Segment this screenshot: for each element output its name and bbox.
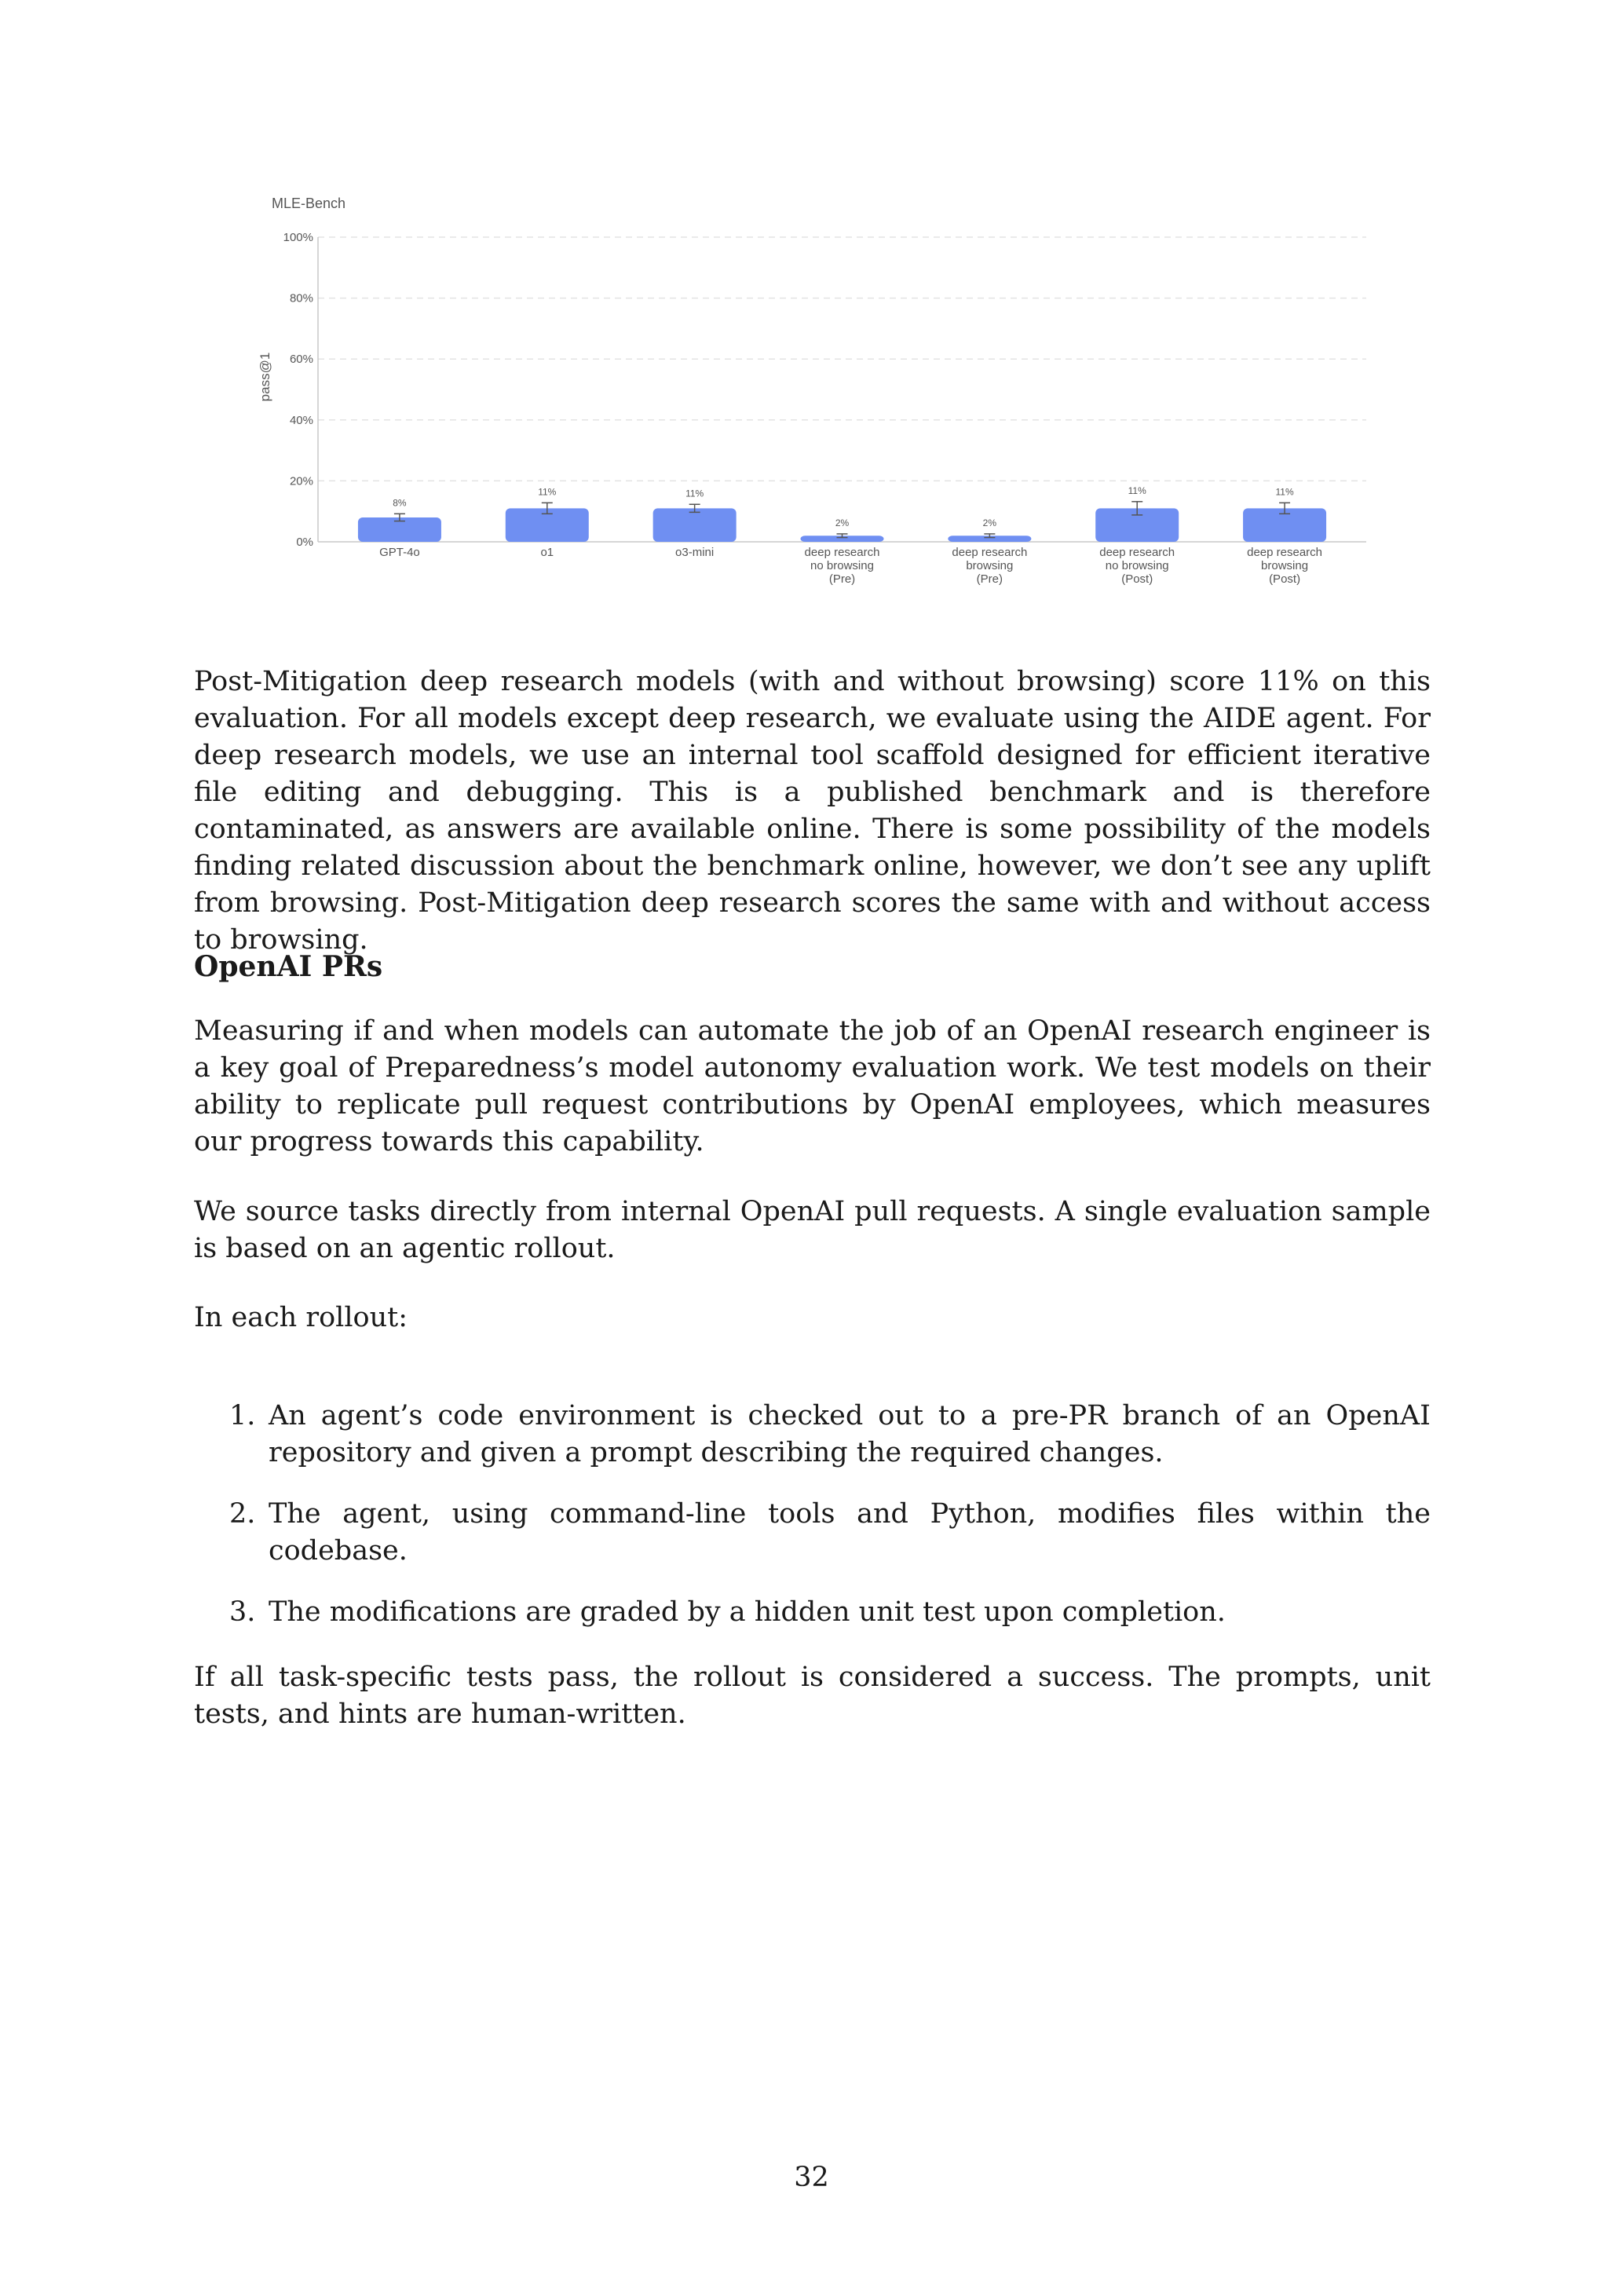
list-item-number: 3. — [229, 1596, 256, 1628]
paragraph-source — [194, 1194, 1431, 1267]
category-labels — [379, 546, 1322, 586]
x-tick-label: (Post) — [1269, 572, 1301, 586]
y-tick-label: 40% — [289, 413, 313, 427]
y-tick-label: 80% — [289, 291, 313, 305]
section-title-openai-prs: OpenAI PRs — [194, 950, 383, 983]
x-tick-label: (Pre) — [976, 572, 1003, 586]
data-label: 11% — [538, 486, 557, 498]
x-tick-label: no browsing — [1105, 559, 1169, 572]
chart-title: MLE-Bench — [272, 196, 346, 211]
y-axis-label: pass@1 — [258, 352, 272, 402]
paragraph-results — [194, 664, 1431, 959]
paragraph-results-text: Post-Mitigation deep research models (with and without browsing) score 11% on this evaluation. For all models except deep research, we evaluate using the AIDE agent. For deep research models, we use an internal tool scaffold designed for efficient iterative file editing and debugging. This is a published benchmark and is therefore contaminated, as answers are available online. There is some possibility of the models finding related discussion about the benchmark online, however, we don’t see any uplift from browsing. Post-Mitigation deep research scores the same with and without access to browsing. — [194, 666, 1431, 956]
x-tick-label: deep research — [1247, 546, 1323, 559]
y-tick-label: 20% — [289, 474, 313, 488]
data-label: 11% — [685, 488, 704, 499]
rollout-steps-list — [194, 1398, 1431, 1655]
list-item-number: 1. — [229, 1400, 256, 1431]
paragraph-rollout-lead — [194, 1300, 1431, 1336]
x-tick-label: deep research — [1099, 546, 1175, 559]
paragraph-success-criteria — [194, 1659, 1431, 1733]
y-tick-label: 0% — [296, 536, 313, 549]
list-item — [194, 1594, 1431, 1631]
bars — [358, 485, 1326, 542]
data-label: 8% — [393, 497, 407, 509]
list-item-text: The agent, using command-line tools and Python, modifies files within the codebase. — [269, 1498, 1431, 1567]
y-tick-labels — [283, 231, 313, 549]
paragraph-source-text: We source tasks directly from internal OpenAI pull requests. A single evaluation sample is based on an agentic rollout. — [194, 1196, 1431, 1264]
x-tick-label: deep research — [952, 546, 1028, 559]
page-number: 32 — [794, 2162, 829, 2193]
x-tick-label: browsing — [1261, 559, 1309, 572]
data-label: 2% — [982, 517, 997, 528]
list-item-number: 2. — [229, 1498, 256, 1530]
paragraph-intro — [194, 1013, 1431, 1161]
x-tick-label: (Pre) — [828, 572, 856, 586]
list-item-text: An agent’s code environment is checked out to a pre-PR branch of an OpenAI repository and given a prompt describing the required changes. — [269, 1400, 1431, 1468]
x-tick-label: deep research — [804, 546, 880, 559]
list-item — [194, 1398, 1431, 1472]
x-tick-label: o3-mini — [675, 546, 715, 559]
gridlines — [318, 237, 1366, 481]
data-label: 11% — [1275, 486, 1294, 498]
x-tick-label: no browsing — [810, 559, 874, 572]
x-tick-label: GPT-4o — [379, 546, 420, 559]
data-label: 2% — [835, 517, 850, 528]
paragraph-rollout-lead-text: In each rollout: — [194, 1302, 408, 1333]
y-tick-label: 60% — [289, 353, 313, 367]
x-tick-label: browsing — [966, 559, 1014, 572]
mle-bench-chart — [236, 181, 1390, 597]
list-item — [194, 1496, 1431, 1570]
paragraph-success-criteria-text: If all task-specific tests pass, the rollout is considered a success. The prompts, unit tests, and hints are human-written. — [194, 1662, 1431, 1730]
paragraph-intro-text: Measuring if and when models can automate the job of an OpenAI research engineer is a key goal of Preparedness’s model autonomy evaluation work. We test models on their ability to replicate pull request contributions by OpenAI employees, which measures our progress towards this capability. — [194, 1015, 1431, 1157]
y-tick-label: 100% — [283, 231, 313, 244]
list-item-text: The modifications are graded by a hidden unit test upon completion. — [269, 1596, 1226, 1628]
data-label: 11% — [1128, 484, 1146, 496]
x-tick-label: (Post) — [1121, 572, 1153, 586]
x-tick-label: o1 — [540, 546, 554, 559]
bar — [653, 508, 737, 542]
